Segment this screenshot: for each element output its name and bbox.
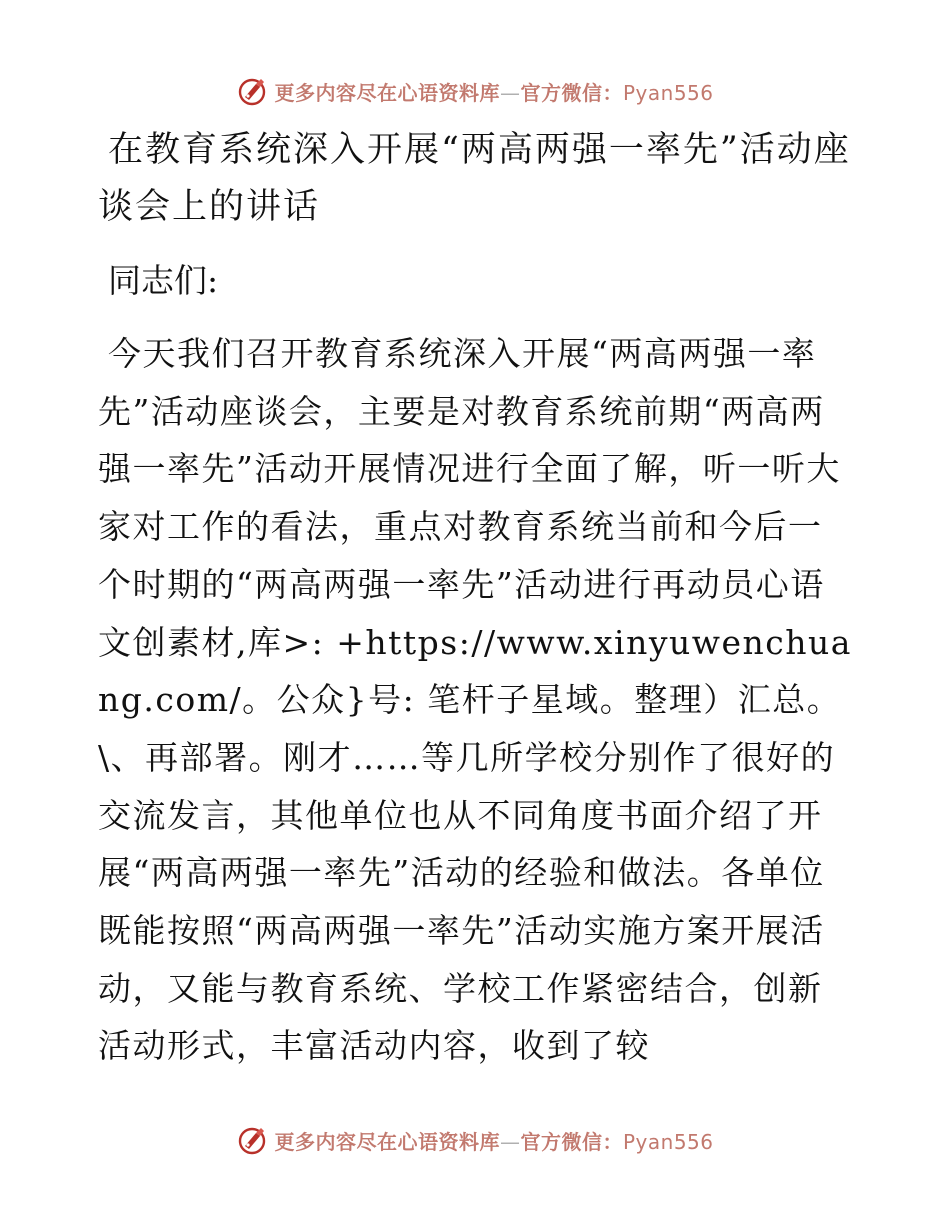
- pen-logo-icon: [236, 75, 268, 107]
- pen-logo-icon: [236, 1124, 268, 1156]
- header-watermark: [0, 71, 950, 111]
- watermark-text: 更多内容尽在心语资料库—官方微信：Pyan556: [274, 80, 714, 105]
- document-title: 在教育系统深入开展“两高两强一率先”活动座谈会上的讲话: [98, 130, 851, 227]
- footer-watermark: [0, 1120, 950, 1160]
- greeting: 同志们:: [108, 261, 219, 300]
- body-paragraph: 今天我们召开教育系统深入开展“两高两强一率先”活动座谈会，主要是对教育系统前期“两高两强一率先”活动开展情况进行全面了解，听一听大家对工作的看法，重点对教育系统当前和今后一个时期的“两高两强一率先”活动进行再动员心语文创素材,库>: +https://www.xinyuwenchuang.com/。公众}号: 笔杆子星域。整理）汇总。\、再部署。刚才……等几所学校分别作了很好的交流发言，其他单位也从不同角度书面介绍了开展“两高两强一率先”活动的经验和做法。各单位既能按照“两高两强一率先”活动实施方案开展活动，又能与教育系统、学校工作紧密结合，创新活动形式，丰富活动内容，收到了较: [98, 334, 852, 1066]
- watermark-text: 更多内容尽在心语资料库—官方微信：Pyan556: [274, 1129, 714, 1154]
